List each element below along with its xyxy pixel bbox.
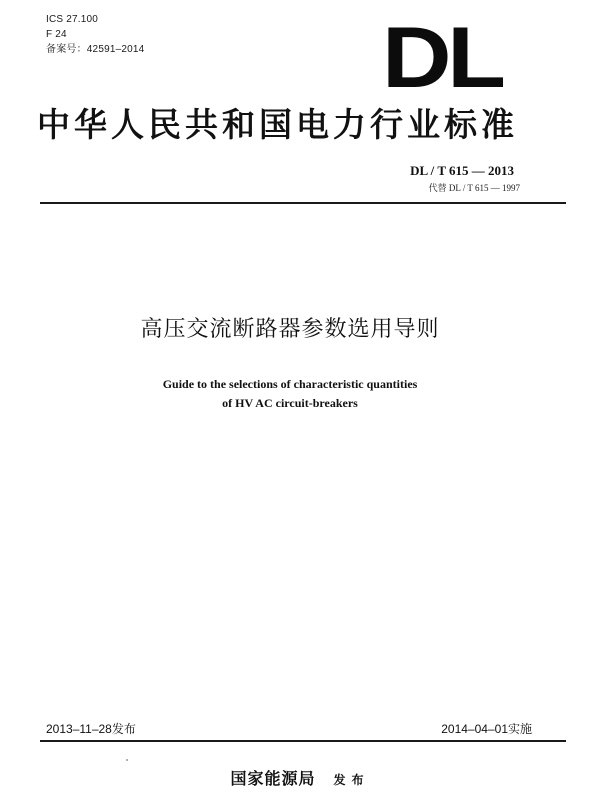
dl-logo: DL xyxy=(382,10,502,106)
classification-code: F 24 xyxy=(46,29,67,40)
organization-heading: 中华人民共和国电力行业标准 xyxy=(37,105,518,144)
replaces-standard: 代替 DL / T 615 — 1997 xyxy=(428,183,520,193)
issue-date: 2013–11–28发布 xyxy=(46,722,136,736)
publisher-line xyxy=(0,766,600,789)
document-title-en-line1: Guide to the selections of characteristic quantities xyxy=(162,377,418,391)
top-divider xyxy=(40,202,566,204)
document-title-cn: 高压交流断路器参数选用导则 xyxy=(140,317,440,342)
publisher-action: 发布 xyxy=(333,773,370,787)
scan-speck xyxy=(126,759,128,761)
implementation-date: 2014–04–01实施 xyxy=(441,722,532,736)
ics-code: ICS 27.100 xyxy=(46,14,99,25)
record-number: 备案号：42591–2014 xyxy=(46,44,145,55)
publisher-name: 国家能源局 xyxy=(230,769,316,788)
standard-number: DL / T 615 — 2013 xyxy=(410,163,514,178)
document-title-en-line2: of HV AC circuit-breakers xyxy=(222,396,358,410)
bottom-divider xyxy=(40,740,566,742)
